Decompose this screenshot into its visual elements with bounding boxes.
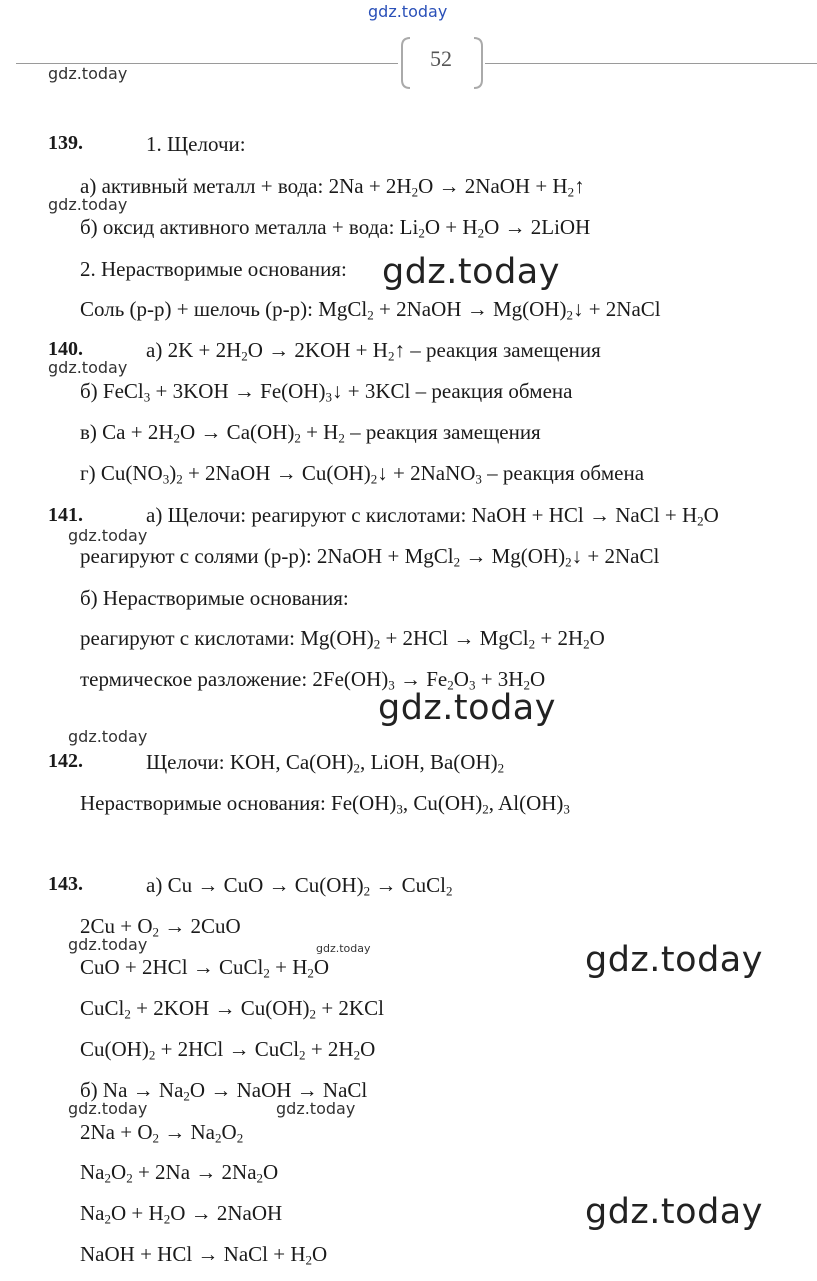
p139-salt: Соль (р-р) + шелочь (р-р): MgCl$_2$ + 2NaOH → $Mg(OH)_2↓$ + 2NaCl — [80, 297, 661, 323]
problem-number-140: 140. — [48, 338, 83, 360]
p141-acids: реагируют с кислотами: $Mg(OH)_2 + 2HCl$ → MgCl$_2$ + $2H_2O$ — [80, 626, 605, 652]
watermark: gdz.today — [68, 727, 148, 746]
p141-line-b: б) Нерастворимые основания: — [80, 586, 349, 610]
p143-r2: CuO + 2HCl → CuCl$_2$ + $H_2O$ — [80, 955, 330, 981]
p141-line-a: а) Щелочи: реагируют с кислотами: NaOH + HCl → NaCl + $H_2O$ — [146, 503, 719, 529]
problem-number-143: 143. — [48, 873, 83, 895]
p140-line-a: а) $2K + 2H_2O \to 2KOH$ + $H_2↑$ – реакция замещения — [146, 338, 601, 364]
problem-number-141: 141. — [48, 504, 83, 526]
p143-line-a: а) Cu → CuO → $Cu(OH)_2$ → CuCl$_2$ — [146, 873, 453, 899]
p143-r8: NaOH + HCl → NaCl + $H_2O$ — [80, 1242, 328, 1268]
watermark: gdz.today — [68, 1099, 148, 1118]
problem-number-139: 139. — [48, 132, 83, 154]
p143-r6: $Na_2O_2 + 2Na \to 2Na_2O$ — [80, 1160, 279, 1186]
problem-number-142: 142. — [48, 750, 83, 772]
p140-line-d: г) $Cu(NO_3)_2$ + 2NaOH → $Cu(OH)_2↓$ + 2NaNO$_3$ – реакция обмена — [80, 461, 645, 487]
p140-line-c: в) $Ca + 2H_2O \to Ca(OH)_2 + H_2$ – реакция замещения — [80, 420, 541, 446]
p140-line-b: б) FeCl$_3$ + $3KOH \to Fe(OH)_3↓ + 3KCl$ – реакция обмена — [80, 379, 573, 405]
p143-r3: CuCl$_2$ + $2KOH \to Cu(OH)_2 + 2KCl$ — [80, 996, 384, 1022]
watermark: gdz.today — [68, 935, 148, 954]
p139-line-b: б) оксид активного металла + вода: $Li_2O + H_2O$ → 2LiOH — [80, 215, 591, 241]
top-watermark: gdz.today — [368, 2, 448, 21]
p141-thermo: термическое разложение: $2Fe(OH)_3 \to Fe_2O_3 + 3H_2O$ — [80, 667, 546, 693]
p143-r7: $Na_2O + H_2O$ → 2NaOH — [80, 1201, 283, 1227]
header-rule-right — [485, 63, 817, 64]
p139-line-a: а) активный металл + вода: $2Na + 2H_2O$ → 2NaOH + $H_2↑$ — [80, 174, 585, 200]
watermark: gdz.today — [68, 526, 148, 545]
watermark: gdz.today — [48, 195, 128, 214]
p143-line-b: б) $Na \to Na_2O$ → NaOH → NaCl — [80, 1078, 368, 1104]
watermark: gdz.today — [276, 1099, 356, 1118]
watermark: gdz.today — [585, 1192, 763, 1232]
p139-insoluble: 2. Нерастворимые основания: — [80, 257, 347, 281]
p142-insoluble: Нерастворимые основания: $Fe(OH)_3$, $Cu(OH)_2$, $Al(OH)_3$ — [80, 791, 570, 817]
page-number: 52 — [430, 46, 452, 71]
p142-alkali: Щелочи: KOH, $Ca(OH)_2$, LiOH, $Ba(OH)_2$ — [146, 750, 505, 776]
p141-salts: реагируют с солями (р-р): 2NaOH + MgCl$_2$ → $Mg(OH)_2↓$ + 2NaCl — [80, 544, 660, 570]
watermark: gdz.today — [382, 252, 560, 292]
p143-r4: $Cu(OH)_2 + 2HCl$ → CuCl$_2$ + $2H_2O$ — [80, 1037, 376, 1063]
watermark: gdz.today — [378, 688, 556, 728]
watermark: gdz.today — [316, 942, 371, 955]
p143-r1: $2Cu + O_2 \to 2CuO$ — [80, 914, 241, 940]
p143-r5: $2Na + O_2 \to Na_2O_2$ — [80, 1120, 244, 1146]
p139-title: 1. Щелочи: — [146, 132, 246, 156]
watermark: gdz.today — [585, 940, 763, 980]
header-watermark: gdz.today — [48, 64, 128, 83]
watermark: gdz.today — [48, 358, 128, 377]
